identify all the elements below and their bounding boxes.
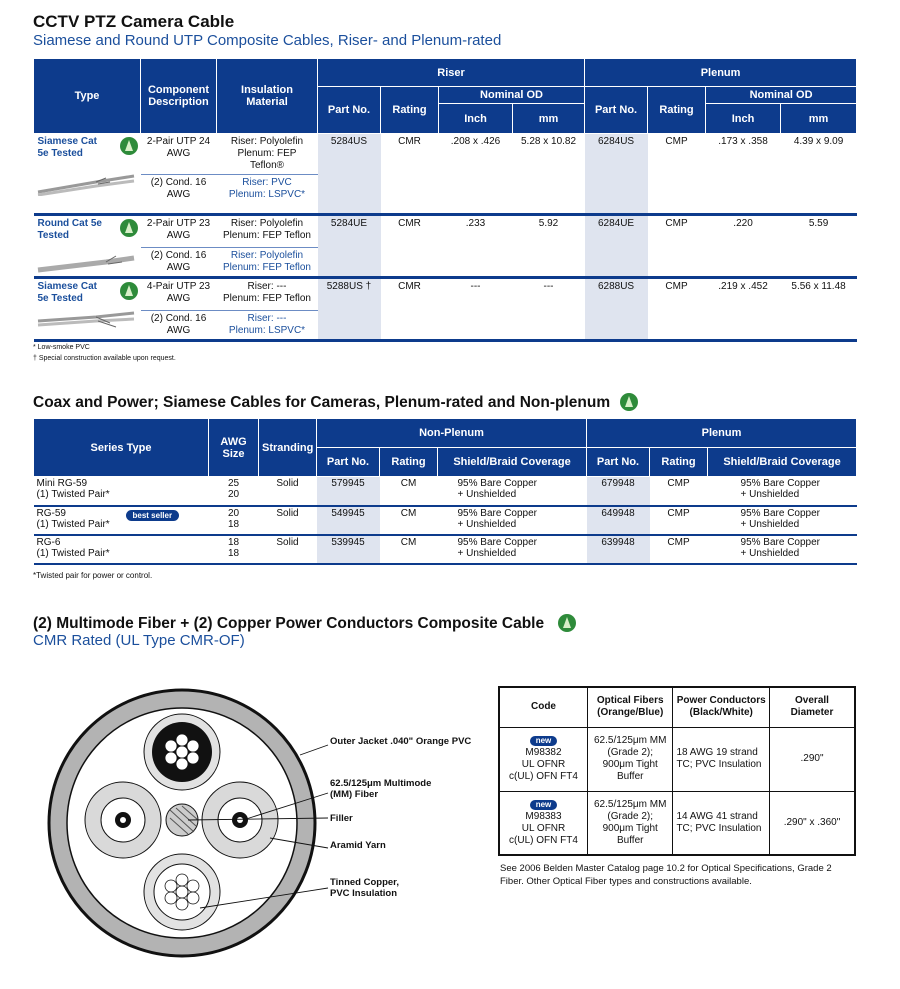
section1-subtitle: Siamese and Round UTP Composite Cables, Riser- and Plenum-rated [33, 32, 502, 49]
riser-inch: .233 [439, 215, 513, 278]
insulation-material: Riser: Polyolefin Plenum: FEP Teflon® [230, 136, 304, 171]
type-cell [34, 215, 141, 278]
plenum-mm: 4.39 x 9.09 [781, 134, 857, 215]
component-desc: 4-Pair UTP 23 AWG [146, 281, 211, 304]
col-power: Power Conductors (Black/White) [673, 687, 770, 727]
riser-part-no: 5284UE [318, 215, 381, 278]
col-plenum-inch: Inch [706, 104, 781, 134]
table-row [34, 215, 857, 248]
np-shield: 95% Bare Copper + Unshielded [457, 507, 537, 530]
col-plenum-part: Part No. [585, 87, 648, 134]
cable-cross-section-diagram [30, 680, 330, 970]
code-cell: new M98382 UL OFNR c(UL) OFN FT4 [499, 727, 587, 791]
green-tree-icon [620, 393, 638, 411]
np-part-no: 549945 [317, 506, 380, 535]
footnote: † Special construction available upon request. [33, 355, 176, 362]
col-diameter: Overall Diameter [769, 687, 855, 727]
col-plenum: Plenum [585, 59, 857, 87]
table-row [34, 535, 857, 564]
col-riser-inch: Inch [439, 104, 513, 134]
np-rating: CM [400, 536, 417, 548]
type-cell [34, 134, 141, 215]
p-part-no: 639948 [587, 535, 650, 564]
insulation-material: Riser: PVC Plenum: LSPVC* [217, 175, 318, 215]
series-type: RG-6 (1) Twisted Pair* [36, 536, 110, 559]
p-rating: CMP [667, 536, 690, 548]
np-part-no: 539945 [317, 535, 380, 564]
col-component: Component Description [141, 59, 217, 134]
riser-part-no: 5284US [318, 134, 381, 215]
section3-title: (2) Multimode Fiber + (2) Copper Power Conductors Composite Cable [33, 610, 576, 633]
col-np-part: Part No. [317, 448, 380, 477]
p-rating: CMP [667, 507, 690, 519]
plenum-part-no: 6288US [585, 278, 648, 341]
plenum-part-no: 6284UE [585, 215, 648, 278]
insulation-material: Riser: --- Plenum: LSPVC* [217, 311, 318, 341]
callout-copper: Tinned Copper, PVC Insulation [330, 877, 399, 899]
col-riser: Riser [318, 59, 585, 87]
np-rating: CM [400, 478, 417, 489]
p-rating: CMP [667, 478, 690, 489]
section3-subtitle: CMR Rated (UL Type CMR-OF) [33, 632, 245, 649]
col-awg: AWG Size [209, 419, 259, 477]
col-np-rating: Rating [380, 448, 438, 477]
type-label: Siamese Cat 5e Tested [37, 136, 97, 159]
green-tree-icon [120, 137, 138, 155]
cable-image [36, 172, 136, 196]
component-desc: (2) Cond. 16 AWG [141, 311, 217, 341]
overall-diameter: .290" [769, 727, 855, 791]
table-row [499, 791, 855, 855]
component-desc: (2) Cond. 16 AWG [141, 175, 217, 215]
riser-part-no: 5288US † [318, 278, 381, 341]
type-label: Round Cat 5e Tested [37, 218, 102, 241]
p-shield: 95% Bare Copper + Unshielded [740, 536, 821, 559]
np-shield: 95% Bare Copper + Unshielded [457, 478, 537, 500]
table-row [499, 727, 855, 791]
type-label: Siamese Cat 5e Tested [37, 281, 97, 304]
table-row [34, 506, 857, 535]
footnote: * Low-smoke PVC [33, 344, 90, 351]
best-seller-badge: best seller [126, 510, 180, 521]
np-part-no: 579945 [317, 477, 380, 506]
coax-power-table [33, 418, 857, 565]
footnote: *Twisted pair for power or control. [33, 571, 153, 580]
riser-rating: CMR [381, 278, 439, 341]
col-plenum-od: Nominal OD [706, 87, 857, 104]
plenum-inch: .173 x .358 [706, 134, 781, 215]
p-part-no: 679948 [587, 477, 650, 506]
fiber-composite-table [498, 686, 856, 856]
green-tree-icon [120, 219, 138, 237]
callout-outer-jacket: Outer Jacket .040" Orange PVC [330, 736, 472, 747]
insulation-material: Riser: --- Plenum: FEP Teflon [222, 281, 311, 304]
col-riser-part: Part No. [318, 87, 381, 134]
col-plenum-rating: Rating [648, 87, 706, 134]
insulation-material: Riser: Polyolefin Plenum: FEP Teflon [222, 218, 311, 241]
callout-filler: Filler [330, 813, 353, 824]
awg-size: 18 18 [227, 536, 240, 559]
plenum-inch: .219 x .452 [706, 278, 781, 341]
col-riser-od: Nominal OD [439, 87, 585, 104]
plenum-rating: CMP [648, 134, 706, 215]
col-type: Type [34, 59, 141, 134]
new-badge: new [530, 800, 558, 810]
new-badge: new [530, 736, 558, 746]
stranding: Solid [276, 507, 299, 519]
col-np-shield: Shield/Braid Coverage [438, 448, 587, 477]
col-riser-rating: Rating [381, 87, 439, 134]
riser-rating: CMR [381, 215, 439, 278]
col-p-part: Part No. [587, 448, 650, 477]
p-part-no: 649948 [587, 506, 650, 535]
plenum-inch: .220 [706, 215, 781, 278]
col-plenum-mm: mm [781, 104, 857, 134]
plenum-part-no: 6284US [585, 134, 648, 215]
table-row [34, 134, 857, 175]
p-shield: 95% Bare Copper + Unshielded [740, 478, 821, 500]
p-shield: 95% Bare Copper + Unshielded [740, 507, 821, 530]
cable-image [36, 309, 136, 333]
col-riser-mm: mm [513, 104, 585, 134]
np-rating: CM [400, 507, 417, 519]
series-type: Mini RG-59 (1) Twisted Pair* [36, 478, 110, 500]
col-p-shield: Shield/Braid Coverage [708, 448, 857, 477]
component-desc: 2-Pair UTP 23 AWG [146, 218, 211, 241]
col-code: Code [499, 687, 587, 727]
table-row [34, 477, 857, 506]
plenum-mm: 5.56 x 11.48 [781, 278, 857, 341]
col-stranding: Stranding [259, 419, 317, 477]
awg-size: 20 18 [227, 507, 240, 530]
col-nonplenum: Non-Plenum [317, 419, 587, 448]
riser-mm: 5.92 [513, 215, 585, 278]
insulation-material: Riser: Polyolefin Plenum: FEP Teflon [217, 248, 318, 278]
plenum-rating: CMP [648, 278, 706, 341]
plenum-mm: 5.59 [781, 215, 857, 278]
overall-diameter: .290" x .360" [769, 791, 855, 855]
stranding: Solid [276, 478, 299, 489]
riser-rating: CMR [381, 134, 439, 215]
green-tree-icon [120, 282, 138, 300]
riser-inch: .208 x .426 [439, 134, 513, 215]
np-shield: 95% Bare Copper + Unshielded [457, 536, 537, 559]
green-tree-icon [558, 614, 576, 632]
col-series-type: Series Type [34, 419, 209, 477]
power-conductors: 14 AWG 41 strand TC; PVC Insulation [673, 791, 770, 855]
callout-aramid: Aramid Yarn [330, 840, 386, 851]
optical-fibers: 62.5/125μm MM (Grade 2); 900μm Tight Buffer [587, 727, 672, 791]
col-optical: Optical Fibers (Orange/Blue) [587, 687, 672, 727]
riser-mm: 5.28 x 10.82 [513, 134, 585, 215]
cable-image [36, 252, 136, 276]
awg-size: 25 20 [227, 478, 240, 500]
optical-fibers: 62.5/125μm MM (Grade 2); 900μm Tight Buffer [587, 791, 672, 855]
type-cell [34, 278, 141, 341]
code-cell: new M98383 UL OFNR c(UL) OFN FT4 [499, 791, 587, 855]
series-type: RG-59 (1) Twisted Pair* best seller [34, 506, 209, 535]
section2-title: Coax and Power; Siamese Cables for Cameras, Plenum-rated and Non-plenum [33, 389, 638, 412]
table-row [34, 278, 857, 311]
section1-title: CCTV PTZ Camera Cable [33, 12, 235, 31]
col-insulation: Insulation Material [217, 59, 318, 134]
plenum-rating: CMP [648, 215, 706, 278]
stranding: Solid [276, 536, 299, 548]
callout-fiber: 62.5/125μm Multimode (MM) Fiber [330, 778, 432, 800]
cctv-cable-table [33, 58, 857, 342]
riser-inch: --- [439, 278, 513, 341]
riser-mm: --- [513, 278, 585, 341]
power-conductors: 18 AWG 19 strand TC; PVC Insulation [673, 727, 770, 791]
component-desc: 2-Pair UTP 24 AWG [146, 136, 211, 159]
component-desc: (2) Cond. 16 AWG [141, 248, 217, 278]
catalog-note: See 2006 Belden Master Catalog page 10.2 for Optical Specifications, Grade 2 Fiber. Other Optical Fiber types and constructions available. [500, 863, 832, 887]
col-plenum: Plenum [587, 419, 857, 448]
col-p-rating: Rating [650, 448, 708, 477]
